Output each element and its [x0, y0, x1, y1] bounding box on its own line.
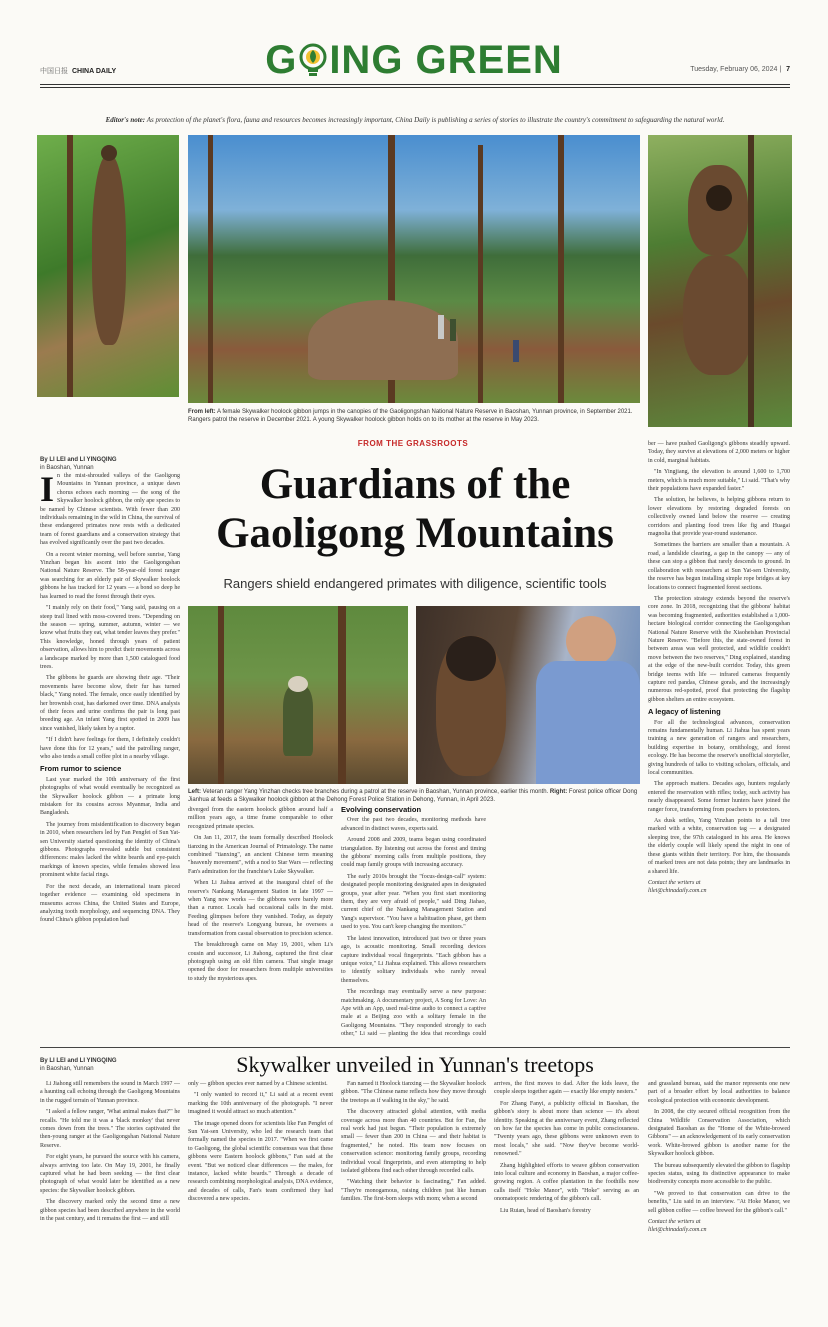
article-separator [40, 1047, 790, 1048]
contact-line: Contact the writers at lilei@chinadaily.com.cn [648, 879, 707, 894]
photo-young-gibbon [648, 135, 792, 427]
byline-2: By LI LEI and LI YINGQING in Baoshan, Yunnan [40, 1058, 117, 1072]
byline: By LI LEI and LI YINGQING in Baoshan, Yunnan [40, 457, 117, 471]
subhead: From rumor to science [40, 764, 122, 774]
article-column-3: Evolving conservation Over the past two decades, monitoring methods have advanced in distinct waves, experts said. Around 2008 and 2009, teams began using coordinated triangulation. By listening out across the forest and timing the gibbons' morning calls from multiple positions, they could map family groups with increasing accuracy. The early 2010s brought the "focus-design-call" system: designated people monitoring designated apes in designated groups, year after year. "When you first start monitoring them, they are very afraid of people," said Ding Jiahao, current chief of the Nankang Management Station and Yang's supervisor. "You have a habituation phase, get them used to you. You can't keep changing the monitors." The latest innovation, introduced just two or three years ago, is acoustic monitoring. Small recording devices capture individual vocal fingerprints. "Each gibbon has a unique voice," Li Jiahua explained. This allows researchers to identify solitary individuals who rarely reveal themselves. The recordings may eventually serve a new purpose: matchmaking. A documentary project, A Song for Love: An Ape with an App, used real-time audio to connect a captive male at a Beijing zoo with a solitary female in the Gaoligong Mountains. "They responded strongly to each other," Li said — planting the idea that recordings could [341, 806, 486, 1038]
masthead-paper: 中国日报 CHINA DAILY [40, 68, 117, 75]
photo-gibbon-jumping [37, 135, 179, 397]
photo-caption-middle: Left: Veteran ranger Yang Yinzhan checks tree branches during a patrol at the reserve in Baoshan, Yunnan province, earlier this month. Right: Forest police officer Dong Jianhua at feeds a Skywalker hoolock gibbon at the Dehong Forest Police Station in Dehong, Yunnan, in April 2023. [188, 789, 638, 803]
subhead: Evolving conservation [341, 806, 422, 814]
photo-ranger-checking [188, 606, 408, 784]
editors-note: Editor's note: As protection of the planet's flora, fauna and resources becomes increasingly important, China Daily is publishing a series of stories to illustrate the country's commitment to safeguarding the natural world. [105, 116, 725, 124]
headline: Guardians of the Gaoligong Mountains [216, 461, 614, 557]
lightbulb-leaf-icon [297, 42, 329, 78]
article-column-4: ber — have pushed Gaoligong's gibbons steadily upward. Today, they survive at elevations of 2,000 meters or higher in cold, marginal habitats. "In Yingjiang, the elevation is around 1,600 to 1,700 meters, which is much more suitable," Li said. "That's why their populations have expanded faster." The solution, he believes, is helping gibbons return to lower elevations by restoring degraded forests on collectively owned land below the reserve — creating corridors and planting food trees like fig and Huagai magnolia that provide year-round sustenance. Sometimes the barriers are smaller than a mountain. A road, a landslide clearing, a gap in the canopy — any of these can stop a gibbon that rarely descends to ground. In collaboration with researchers at Sun Yat-sen University, the reserve has begun installing simple rope bridges at key locations to connect fragmented forest sections. The protection strategy extends beyond the reserve's core zone. In 2018, recognizing that the gibbons' habitat was becoming fragmented, authorities established a 1,000-hectare biological corridor connecting the Gaoligongshan National Nature Reserve with the Xiaoheishan Provincial Nature Reserve. "Before this, the state-owned forest in between areas was well protected, and wildlife couldn't move between the two reserves," Ding explained, standing at the edge of the new-built corridor. Today, this green bridge teems with life — infrared cameras frequently capture red pandas, Chinese gorals, and the increasingly numerous red-spotted, proof that protecting the flagship gibbon shelters an entire ecosystem. A legacy of listening For all the technological advances, conservation remains fundamentally human. Li Jiahua has spent years training a new generation of rangers and researchers, building expertise in botany, ornithology, and forest ecology. He has become the reserve's unofficial storyteller, giving hundreds of talks to visiting scholars, officials, and local communities. The approach matters. Decades ago, hunters regularly entered the reservation with rifles; today, such activity has nearly disappeared. Some former hunters have joined the ranger force, transforming from poachers to protectors. As dusk settles, Yang Yinzhan points to a tall tree marked with a white, conservation tag — a designated sleeping tree, the 97th catalogued in his area. He knows the elderly couple will likely spend the night in one of these giants within their territory. For him, the thousands of marked trees are not data points; they are landmarks in a shared life. Contact the writers at lilei@chinadaily.com.cn [648, 441, 790, 894]
article2-column-5: and grassland bureau, said the manor represents one new part of a broader effort by local authorities to balance ecological protection with economic development. In 2008, the city secured official recognition from the China Wildlife Conservation Association, which designated Baoshan as the "Home of the White-browed Gibbons" — an acknowledgement of its early conservation work. White-browed gibbon is another name for the Skywalker hoolock gibbon. The bureau subsequently elevated the gibbon to flagship species status, using its distinctive appearance to make biodiversity concepts more accessible to the public. "We proved to that conservation can drive to the benefits," Liu said in an interview. "At Hoke Manor, we sell gibbon coffee — coffee brewed for the gibbon's call." Contact the writers at lilei@chinadaily.com.cn [648, 1081, 790, 1234]
article2-column-4: arrives, the first moves to dad. After the kids leave, the couple sleeps together again — exactly like empty nesters." For Zhang Fanyi, a publicity official in Baoshan, the gibbon's story is about more than science — it's about identity. Speaking at the anniversary event, Zhang reflected on how far the species has come in public consciousness. "Twenty years ago, these gibbons were unknown even to most locals," she said. "Now they've become world-renowned." Zhang highlighted efforts to weave gibbon conservation into local culture and economy in Baoshan, a major coffee-growing region. A coffee plantation in the foothills now calls itself "Hoke Manor", with "Hoke" serving as an onomatopoeic rendering of the gibbon's call. Liu Ruian, head of Baoshan's forestry [494, 1081, 639, 1214]
photo-caption: From left: A female Skywalker hoolock gibbon jumps in the canopies of the Gaoligongshan National Nature Reserve in Baoshan, Yunnan province, in September 2021. Rangers patrol the reserve in December 2021. A young Skywalker hoolock gibbon holds on to its mother at the reserve in May 2023. [188, 409, 633, 423]
article2-column-2: only — gibbon species ever named by a Chinese scientist. "I only wanted to record it," Li said at a recent event marking the 10th anniversary of the photograph. "I never imagined it would attract so much attention." The image opened doors for scientists like Fan Pengfei of Sun Yat-sen University, who led the research team that formally named the species in 2017. "When we first came to Gaoligong, the global scientific consensus was that these gibbons were Eastern hoolock gibbons," Fan said at the event. "But we noticed clear differences — the males, for instance, lacked white beards." Through a decade of research combining morphological analysis, DNA evidence, and decades of calls, Fan's team confirmed they had discovered a new species. [188, 1081, 333, 1203]
subhead: A legacy of listening [648, 707, 721, 717]
deck: Rangers shield endangered primates with diligence, scientific tools [223, 576, 607, 591]
photo-officer-feeding [416, 606, 640, 784]
masthead-rule [40, 84, 790, 85]
headline-2: Skywalker unveiled in Yunnan's treetops [236, 1052, 594, 1077]
photo-rangers-patrol [188, 135, 640, 403]
article2-column-1: Li Jiahong still remembers the sound in March 1997 — a haunting call echoing through the Gaoligong Mountains in the rugged terrain of Yunnan province. "I asked a fellow ranger, 'What animal makes that?'" he recalls. "He told me it was a 'black monkey' that never comes down from the trees." The stories captivated the then-young ranger at the Gaoligongshan National Nature Reserve. For eight years, he pursued the source with his camera, always arriving too late. On May 19, 2001, he finally captured what he had been seeking — the first clear photograph of what would later be identified as a new species: the Skywalker hoolock gibbon. The discovery marked only the second time a new gibbon species had been described anywhere in the world in the past century, and it remains the first — and still [40, 1081, 180, 1223]
kicker: FROM THE GRASSROOTS [357, 439, 469, 448]
masthead-rule [40, 87, 790, 88]
masthead-date: Tuesday, February 06, 2024 | 7 [690, 66, 790, 73]
article-column-2: diverged from the eastern hoolock gibbon around half a million years ago, a time frame comparable to other recognized primate species. On Jan 11, 2017, the team formally described Hoolock tianxing in the American Journal of Primatology. The name combined "tianxing", an ancient Chinese term meaning "heavenly movement", with a nod to Star Wars — reflecting Fan's admiration for the franchise's Luke Skywalker. When Li Jiahua arrived at the inaugural chief of the reserve's Nankang Management Station in late 1997 — when Yang now works — the gibbons were barely more than a rumor. Locals had occasional calls in the mist. Feeding glimpses before they vanished. Today, as deputy head of the reserve's Longyang bureau, he oversees a transformation from casual observation to precision science. The breakthrough came on May 19, 2001, when Li's cousin and successor, Li Jiahong, captured the first clear photograph using an old film camera. That single image opened the door for researchers from multiple universities to study the mysterious apes. [188, 807, 333, 982]
contact-line-2: Contact the writers at lilei@chinadaily.com.cn [648, 1219, 707, 1234]
article2-column-3: Fan named it Hoolock tianxing — the Skywalker hoolock gibbon. "The Chinese name reflects how they move through the treetops as if walking in the sky," he said. The discovery attracted global attention, with media coverage across more than 40 countries. But for Fan, the real work had just begun. "Their population is extremely small — fewer than 200 in China — and their habitat is fragmented," he noted. His team now focuses on conservation science: monitoring family groups, recording individual vocal fingerprints, and even attempting to help isolated gibbons find each other through recorded calls. "Watching their behavior is fascinating," Fan added. "They're monogamous, raising children just like human families. The first-born sleeps with mom; when a second [341, 1081, 486, 1203]
section-title: G ING GREEN [265, 38, 563, 82]
article-column-1: In the mist-shrouded valleys of the Gaoligong Mountains in Yunnan province, a unique dawn chorus echoes each morning — the song of the Skywalker hoolock gibbon, the only ape species to be named by Chinese scientists. With fewer than 200 individuals remaining in the wild in China, the survival of these endangered primates now rests with a dedicated team of forest guardians and a conservation strategy that has evolved significantly over the past two decades. On a recent winter morning, well before sunrise, Yang Yinzhan began his ascent into the Gaoligongshan National Nature Reserve. The 58-year-old forest ranger was searching for an elderly pair of Skywalker hoolock gibbons he has tracked for 12 years — a bond so deep he has learned to read the forest through their eyes. "I mainly rely on their food," Yang said, pausing on a steep trail lined with moss-covered trees. "Depending on the season — spring, summer, autumn, winter — we know what fruits they eat, what tender leaves they prefer." This knowledge, honed through years of patient observation, allows him to predict their movements across a landscape marked by more than 1,500 catalogued food trees. The gibbons he guards are showing their age. "Their movements have become slow, their fur has turned black," Yang noted. The female, once easily identified by her brownish coat, has darkened over time. DNA analysis of their feces and urine confirms the pair is long past breeding age. An infant Yang first spotted in 2009 has since vanished, likely taken by a raptor. "If I didn't have feelings for them, I definitely couldn't have done this for 12 years," said the patrolling ranger, who also tends a small coffee plot in a nearby village. From rumor to science Last year marked the 10th anniversary of the first photographs of what would eventually be recognized as the Skywalker hoolock gibbon — a primate long mistaken for its cousins across Myanmar, India and Bangladesh. The journey from misidentification to discovery began in 2010, when researchers led by Fan Pengfei of Sun Yat-sen University started questioning the identity of China's gibbons. Photographs revealed subtle but consistent differences: males lacked the white beards and eye-patch markings of known species, while females showed less prominent white facial rings. For the next decade, an international team pieced together evidence — examining old specimens in museums across China, the United States and Europe, analyzing tooth morphology, and sequencing DNA. They found China's gibbon population had [40, 472, 180, 924]
